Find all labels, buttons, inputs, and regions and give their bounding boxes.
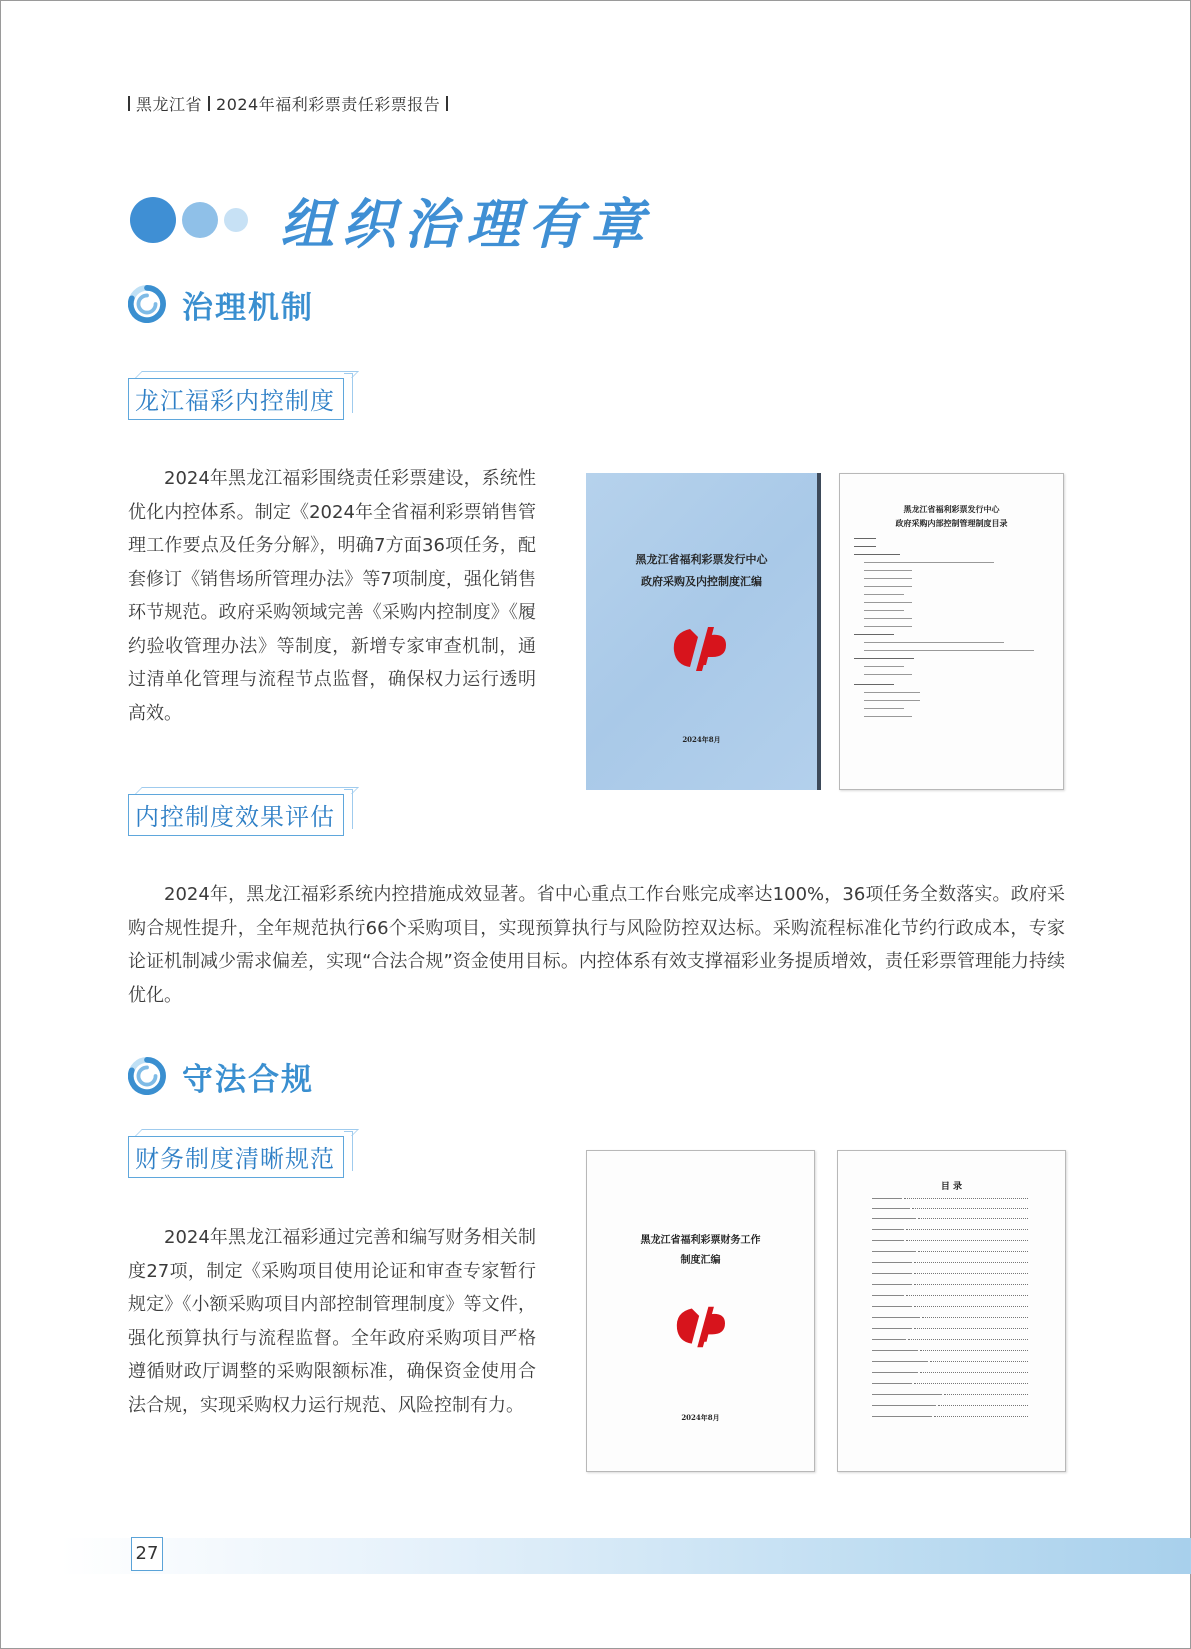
subheading-internal-control <box>128 378 344 420</box>
page-number: 27 <box>131 1537 163 1571</box>
cover-title-line1: 黑龙江省福利彩票发行中心 <box>635 553 768 566</box>
subheading-label: 内控制度效果评估 <box>128 794 344 836</box>
decorative-dot-small <box>224 208 248 232</box>
toc-title-line1: 黑龙江省福利彩票发行中心 <box>903 504 1000 514</box>
header-divider <box>446 96 448 111</box>
swirl-icon <box>128 1057 166 1095</box>
header-divider <box>208 96 210 111</box>
paragraph-effect-evaluation: 2024年，黑龙江福彩系统内控措施成效显著。省中心重点工作台账完成率达100%，36项任务全数落实。政府采购合规性提升，全年规范执行66个采购项目，实现预算执行与风险防控双达标。采购流程标准化节约行政成本，专家论证机制减少需求偏差，实现“合法合规”资金使用目标。内控体系有效支撑福彩业务提质增效，责任彩票管理能力持续优化。 <box>128 884 1065 1006</box>
toc-title-line2: 政府采购内部控制管理制度目录 <box>895 518 1008 528</box>
swirl-icon <box>128 285 166 323</box>
header-divider <box>128 96 130 111</box>
section-title: 守法合规 <box>182 1061 314 1098</box>
running-header <box>128 92 454 115</box>
cover-title-line1: 黑龙江省福利彩票财务工作 <box>640 1235 761 1246</box>
subheading-effect-evaluation <box>128 794 344 836</box>
welfare-lottery-logo-icon <box>668 623 732 675</box>
document-cover-photo <box>586 473 821 790</box>
chapter-title: 组织治理有章 <box>280 191 652 256</box>
header-report-title: 2024年福利彩票责任彩票报告 <box>216 95 441 114</box>
cover-date: 2024年8月 <box>682 735 721 744</box>
section-heading-compliance <box>128 1054 314 1098</box>
toc-heading: 目 录 <box>940 1182 963 1192</box>
decorative-dot-large <box>130 197 176 243</box>
section-title: 治理机制 <box>182 289 314 326</box>
paragraph-finance-rules: 2024年黑龙江福彩通过完善和编写财务相关制度27项，制定《采购项目使用论证和审查专家暂行规定》《小额采购项目内部控制管理制度》等文件，强化预算执行与流程监督。全年政府采购项目严格遵循财政厅调整的采购限额标准，确保资金使用合法合规，实现采购权力运行规范、风险控制有力。 <box>128 1227 536 1416</box>
footer-band <box>60 1538 1191 1574</box>
document-toc-photo <box>839 473 1064 790</box>
subheading-label: 财务制度清晰规范 <box>128 1136 344 1178</box>
paragraph-internal-control: 2024年黑龙江福彩围绕责任彩票建设，系统性优化内控体系。制定《2024年全省福利彩票销售管理工作要点及任务分解》，明确7方面36项任务，配套修订《销售场所管理办法》等7项制度，强化销售环节规范。政府采购领域完善《采购内控制度》《履约验收管理办法》等制度，新增专家审查机制，通过清单化管理与流程节点监督，确保权力运行透明高效。 <box>128 468 536 724</box>
cover-title-line2: 制度汇编 <box>680 1255 721 1266</box>
cover-title-line2: 政府采购及内控制度汇编 <box>641 575 762 588</box>
header-province: 黑龙江省 <box>136 95 203 114</box>
subheading-label: 龙江福彩内控制度 <box>128 378 344 420</box>
cover-date: 2024年8月 <box>681 1413 720 1422</box>
welfare-lottery-logo-icon <box>671 1303 731 1351</box>
document-cover-photo <box>586 1150 815 1472</box>
chapter-heading <box>130 188 652 256</box>
section-heading-governance <box>128 282 314 326</box>
subheading-finance-rules <box>128 1136 344 1178</box>
document-toc-photo <box>837 1150 1066 1472</box>
decorative-dot-medium <box>182 202 218 238</box>
